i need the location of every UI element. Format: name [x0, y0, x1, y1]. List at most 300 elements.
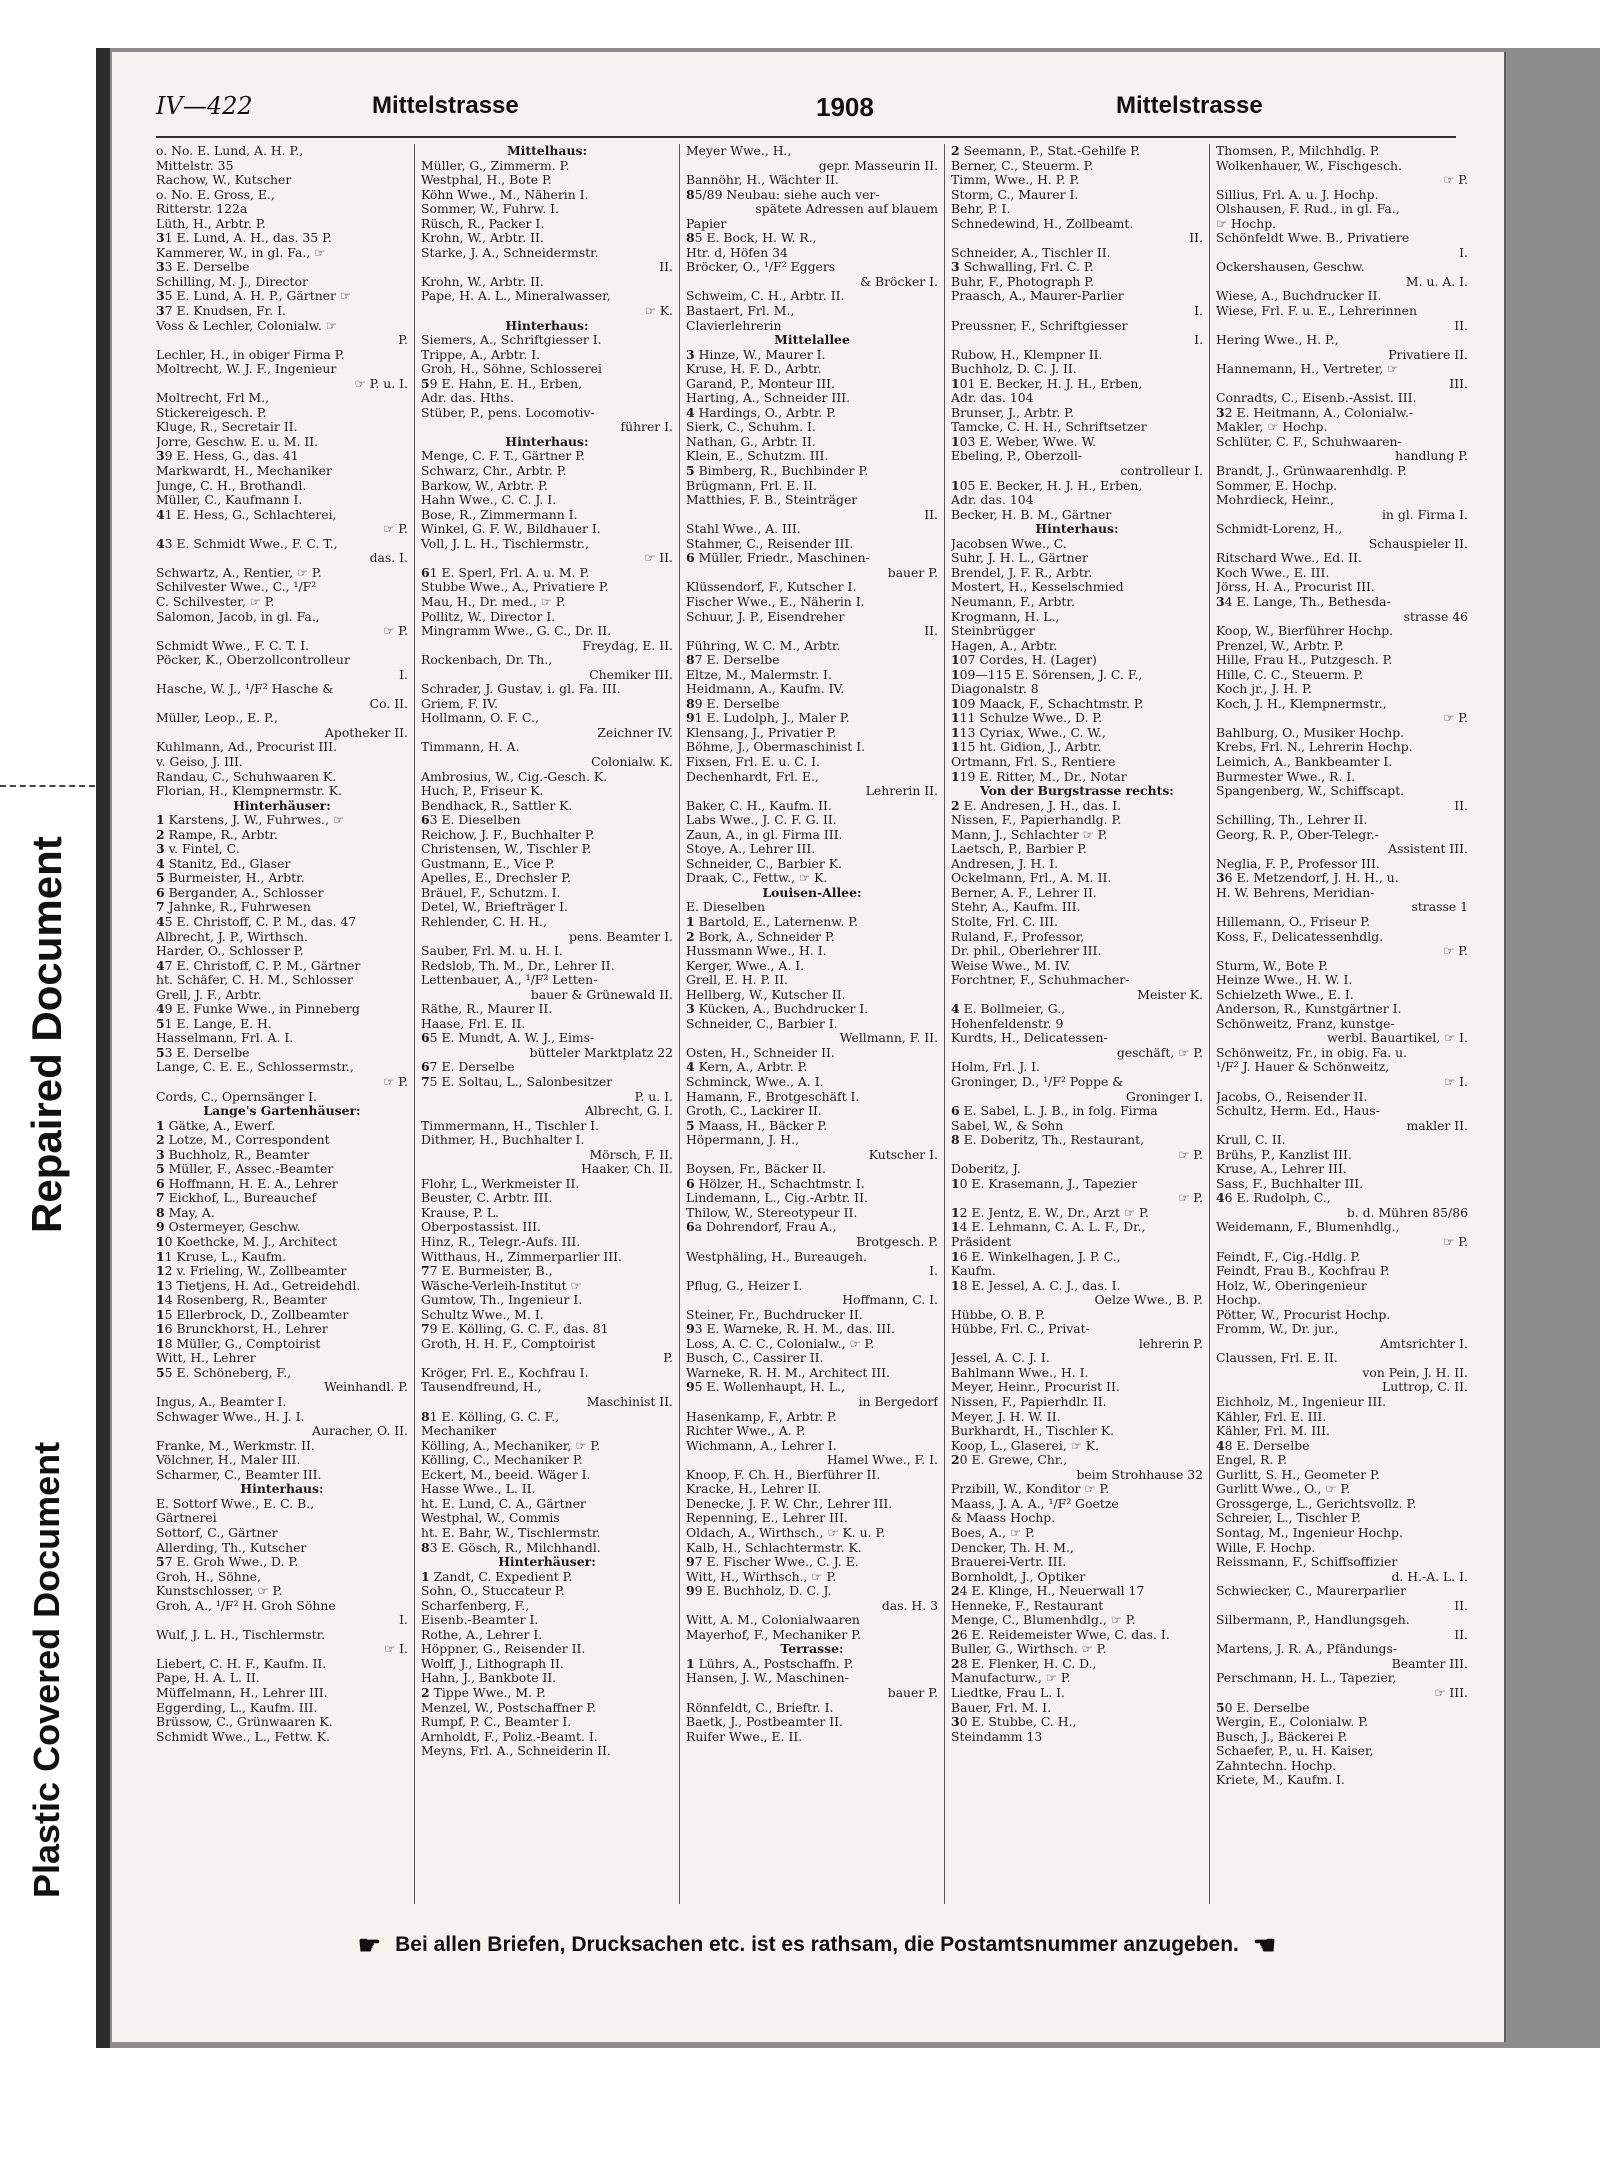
- directory-entry: Schmidt-Lorenz, H.,: [1216, 522, 1343, 537]
- directory-entry: 3 Hinze, W., Maurer I.: [686, 347, 826, 362]
- directory-entry: Ockershausen, Geschw.: [1216, 260, 1365, 275]
- directory-entry: Praasch, A., Maurer-Parlier: [951, 289, 1124, 304]
- directory-entry: Holm, Frl. J. I.: [951, 1060, 1040, 1075]
- directory-entry: Stolte, Frl. C. III.: [951, 914, 1058, 929]
- directory-entry: Hoffmann, C. I.: [842, 1293, 938, 1308]
- directory-entry: Fromm, W., Dr. jur.,: [1216, 1322, 1339, 1337]
- directory-entry: Krogmann, H. L.,: [951, 609, 1060, 624]
- directory-entry: bauer P.: [887, 1685, 938, 1700]
- directory-entry: Htr. d, Höfen 34: [686, 245, 788, 260]
- directory-entry: I.: [1194, 304, 1203, 319]
- directory-entry: 4 Stanitz, Ed., Glaser: [156, 856, 291, 871]
- directory-entry: Hübbe, O. B. P.: [951, 1307, 1045, 1322]
- directory-entry: Hasche, W. J., ¹/F² Hasche &: [156, 682, 334, 697]
- directory-entry: Voll, J. L. H., Tischlermstr.,: [421, 536, 589, 551]
- directory-entry: Randau, C., Schuhwaaren K.: [156, 769, 337, 784]
- directory-entry: II.: [1454, 798, 1468, 813]
- directory-entry: 3 v. Fintel, C.: [156, 842, 240, 857]
- directory-entry: Müller, G., Zimmerm. P.: [421, 158, 570, 173]
- directory-entry: Schlüter, C. F., Schuhwaaren-: [1216, 434, 1402, 449]
- directory-entry: Heidmann, A., Kaufm. IV.: [686, 682, 845, 697]
- directory-entry: 46 E. Rudolph, C.,: [1216, 1191, 1331, 1206]
- directory-entry: Berner, A. F., Lehrer II.: [951, 885, 1097, 900]
- directory-entry: Bahlmann Wwe., H. I.: [951, 1365, 1089, 1380]
- directory-entry: Kruse, A., Lehrer III.: [1216, 1162, 1347, 1177]
- directory-entry: Wiese, A., Buchdrucker II.: [1216, 289, 1382, 304]
- directory-entry: ☞ P.: [1178, 1191, 1203, 1206]
- directory-entry: Mörsch, F. II.: [589, 1147, 673, 1162]
- directory-entry: 107 Cordes, H. (Lager): [951, 653, 1097, 668]
- plastic-covered-document-label: Plastic Covered Document: [26, 1441, 67, 1899]
- directory-entry: Silbermann, P., Handlungsgeh.: [1216, 1613, 1410, 1628]
- directory-entry: Kutscher I.: [868, 1147, 938, 1162]
- directory-entry: 5 Maass, H., Bäcker P.: [686, 1118, 828, 1133]
- directory-entry: Schmidt Wwe., F. C. T. I.: [156, 638, 310, 653]
- directory-entry: Fixsen, Frl. E. u. C. I.: [686, 754, 820, 769]
- directory-entry: Garand, P., Monteur III.: [686, 376, 835, 391]
- directory-entry: ☞ P. u. I.: [354, 376, 408, 391]
- directory-entry: Jorre, Geschw. E. u. M. II.: [156, 434, 319, 449]
- directory-entry: Eichholz, M., Ingenieur III.: [1216, 1395, 1387, 1410]
- directory-entry: von Pein, J. H. II.: [1362, 1365, 1468, 1380]
- directory-entry: Groh, H., Söhne, Schlosserei: [421, 362, 602, 377]
- directory-entry: Apotheker II.: [324, 725, 408, 740]
- directory-entry: Preussner, F., Schriftgiesser: [951, 318, 1128, 333]
- section-header: Lange's Gartenhäuser:: [203, 1104, 361, 1119]
- directory-entry: Hollmann, O. F. C.,: [421, 711, 539, 726]
- directory-entry: Hinz, R., Telegr.-Aufs. III.: [421, 1235, 581, 1250]
- directory-entry: Brauerei-Vertr. III.: [951, 1555, 1067, 1570]
- directory-entry: geschäft, ☞ P.: [1116, 1045, 1203, 1060]
- directory-entry: 101 E. Becker, H. J. H., Erben,: [951, 376, 1143, 391]
- directory-entry: Sontag, M., Ingenieur Hochp.: [1216, 1525, 1403, 1540]
- directory-entry: 37 E. Knudsen, Fr. I.: [156, 304, 286, 319]
- section-header: Mittelallee: [774, 333, 850, 348]
- directory-entry: Lüth, H., Arbtr. P.: [156, 216, 266, 231]
- directory-entry: Barkow, W., Arbtr. P.: [421, 478, 548, 493]
- directory-entry: Ritschard Wwe., Ed. II.: [1216, 551, 1362, 566]
- directory-entry: Witthaus, H., Zimmerparlier III.: [421, 1249, 622, 1264]
- directory-entry: Junge, C. H., Brothandl.: [156, 478, 307, 493]
- directory-entry: Kölling, C., Mechaniker P.: [421, 1453, 583, 1468]
- directory-entry: 2 Lotze, M., Correspondent: [156, 1133, 330, 1148]
- directory-entry: Brunser, J., Arbtr. P.: [951, 405, 1074, 420]
- directory-entry: 99 E. Buchholz, D. C. J.: [686, 1584, 832, 1599]
- directory-entry: Papier: [686, 216, 727, 231]
- directory-entry: Schönfeldt Wwe. B., Privatiere: [1216, 231, 1410, 246]
- running-head-left: Mittelstrasse: [372, 92, 519, 119]
- directory-entry: 35 E. Lund, A. H. P., Gärtner ☞: [156, 289, 351, 304]
- directory-entry: 6 Müller, Friedr., Maschinen-: [686, 551, 870, 566]
- directory-entry: Baker, C. H., Kaufm. II.: [686, 798, 832, 813]
- directory-entry: 119 E. Ritter, M., Dr., Notar: [951, 769, 1127, 784]
- directory-entry: in gl. Firma I.: [1381, 507, 1468, 522]
- directory-entry: Menge, C. F. T., Gärtner P.: [421, 449, 585, 464]
- directory-entry: Hansen, J. W., Maschinen-: [686, 1671, 849, 1686]
- directory-entry: Krohn, W., Arbtr. II.: [421, 274, 544, 289]
- directory-entry: Clavierlehrerin: [686, 318, 782, 333]
- directory-entry: Hering Wwe., H. P.,: [1216, 333, 1339, 348]
- directory-entry: Groth, C., Lackirer II.: [686, 1104, 822, 1119]
- directory-entry: 55 E. Schöneberg, F.,: [156, 1365, 292, 1380]
- directory-entry: Steiner, Fr., Buchdrucker II.: [686, 1307, 863, 1322]
- directory-entry: Westphal, W., Commis: [421, 1511, 560, 1526]
- directory-entry: 18 E. Jessel, A. C. J., das. I.: [951, 1278, 1121, 1293]
- directory-entry: Mechaniker: [421, 1424, 497, 1439]
- directory-entry: Albrecht, G. I.: [584, 1104, 673, 1119]
- directory-entry: Klensang, J., Privatier P.: [686, 725, 837, 740]
- directory-entry: Stickereigesch. P.: [156, 405, 267, 420]
- directory-entry: Kröger, Frl. E., Kochfrau I.: [421, 1365, 589, 1380]
- directory-entry: 2 Seemann, P., Stat.-Gehilfe P.: [951, 144, 1141, 158]
- directory-entry: Beuster, C. Arbtr. III.: [421, 1191, 553, 1206]
- directory-entry: Hellberg, W., Kutscher II.: [686, 987, 846, 1002]
- directory-entry: 12 E. Jentz, E. W., Dr., Arzt ☞ P.: [951, 1205, 1149, 1220]
- directory-entry: Ruland, F., Professor,: [951, 929, 1085, 944]
- directory-entry: Schwartz, A., Rentier, ☞ P.: [156, 565, 322, 580]
- column-divider: [944, 144, 945, 1904]
- directory-entry: handlung P.: [1395, 449, 1468, 464]
- directory-entry: Nissen, F., Papierhandlg. P.: [951, 813, 1122, 828]
- directory-entry: 34 E. Lange, Th., Bethesda-: [1216, 594, 1391, 609]
- directory-entry: Eggerding, L., Kaufm. III.: [156, 1700, 318, 1715]
- directory-entry: Stubbe Wwe., A., Privatiere P.: [421, 580, 609, 595]
- pointing-hand-left-icon: ☚: [1252, 1929, 1277, 1960]
- directory-entry: Holz, W., Oberingenieur: [1216, 1278, 1367, 1293]
- directory-entry: Hübbe, Frl. C., Privat-: [951, 1322, 1090, 1337]
- directory-entry: Schneider, C., Barbier K.: [686, 856, 842, 871]
- directory-entry: o. No. E. Gross, E.,: [156, 187, 275, 202]
- directory-entry: Brüssow, C., Grünwaaren K.: [156, 1715, 333, 1730]
- directory-entry: Stahmer, C., Reisender III.: [686, 536, 854, 551]
- directory-entry: Oberpostassist. III.: [421, 1220, 541, 1235]
- directory-entry: Starke, J. A., Schneidermstr.: [421, 245, 599, 260]
- repaired-document-label: Repaired Document: [23, 836, 70, 1234]
- directory-entry: Claussen, Frl. E. II.: [1216, 1351, 1338, 1366]
- directory-entry: Stehr, A., Kaufm. III.: [951, 900, 1081, 915]
- directory-entry: Lange, C. E. E., Schlossermstr.,: [156, 1060, 354, 1075]
- directory-entry: Witt, A. M., Colonialwaaren: [686, 1613, 860, 1628]
- directory-entry: 2 Tippe Wwe., M. P.: [421, 1685, 546, 1700]
- directory-entry: Olshausen, F. Rud., in gl. Fa.,: [1216, 202, 1400, 217]
- directory-entry: Anderson, R., Kunstgärtner I.: [1216, 1002, 1402, 1017]
- directory-entry: Feindt, F., Cig.-Hdlg. P.: [1216, 1249, 1361, 1264]
- directory-entry: Wellmann, F. II.: [839, 1031, 938, 1046]
- page-footer-notice: [172, 1928, 1462, 1962]
- directory-entry: II.: [1454, 318, 1468, 333]
- directory-entry: Przibill, W., Konditor ☞ P.: [951, 1482, 1110, 1497]
- directory-entry: 26 E. Reidemeister Wwe, C. das. I.: [951, 1627, 1170, 1642]
- directory-column-2: [421, 144, 673, 1904]
- directory-entry: Albrecht, J. P., Wirthsch.: [156, 929, 308, 944]
- directory-entry: Detel, W., Briefträger I.: [421, 900, 568, 915]
- section-header: Terrasse:: [780, 1642, 844, 1657]
- directory-entry: Gurlitt Wwe., O., ☞ P.: [1216, 1482, 1351, 1497]
- directory-entry: Steinbrügger: [951, 624, 1035, 639]
- directory-entry: ht. Schäfer, C. H. M., Schlosser: [156, 973, 353, 988]
- directory-entry: Loss, A. C. C., Colonialw., ☞ P.: [686, 1336, 875, 1351]
- directory-entry: 20 E. Grewe, Chr.,: [951, 1453, 1068, 1468]
- directory-entry: Reissmann, F., Schiffsoffizier: [1216, 1555, 1398, 1570]
- directory-entry: Oelze Wwe., B. P.: [1094, 1293, 1203, 1308]
- directory-entry: Auracher, O. II.: [312, 1424, 408, 1439]
- directory-entry: 113 Cyriax, Wwe., C. W.,: [951, 725, 1106, 740]
- directory-entry: v. Geiso, J. III.: [156, 754, 243, 769]
- page-number: IV—422: [156, 92, 253, 120]
- directory-column-5: [1216, 144, 1468, 1904]
- directory-entry: Luttrop, C. II.: [1381, 1380, 1468, 1395]
- directory-entry: das. I.: [369, 551, 408, 566]
- directory-entry: Draak, C., Fettw., ☞ K.: [686, 871, 828, 886]
- directory-entry: 4 Hardings, O., Arbtr. P.: [686, 405, 836, 420]
- directory-entry: Schuur, J. P., Eisendreher: [686, 609, 845, 624]
- directory-entry: 59 E. Hahn, E. H., Erben,: [421, 376, 583, 391]
- directory-entry: 2 E. Andresen, J. H., das. I.: [951, 798, 1122, 813]
- directory-entry: Menge, C., Blumenhdlg., ☞ P.: [951, 1613, 1136, 1628]
- directory-entry: Sierk, C., Schuhm. I.: [686, 420, 816, 435]
- directory-entry: I.: [399, 667, 408, 682]
- directory-entry: Lindemann, L., Cig.-Arbtr. II.: [686, 1191, 868, 1206]
- directory-entry: Sturm, W., Bote P.: [1216, 958, 1328, 973]
- directory-entry: 77 E. Burmeister, B.,: [421, 1264, 553, 1279]
- directory-entry: Manufacturw., ☞ P.: [951, 1671, 1071, 1686]
- directory-entry: I.: [929, 1264, 938, 1279]
- directory-entry: 6a Dohrendorf, Frau A.,: [686, 1220, 837, 1235]
- directory-entry: Hasselmann, Frl. A. I.: [156, 1031, 294, 1046]
- directory-entry: Trippe, A., Arbtr. I.: [421, 347, 541, 362]
- directory-entry: Winkel, G. F. W., Bildhauer I.: [421, 522, 601, 537]
- directory-entry: Knoop, F. Ch. H., Bierführer II.: [686, 1467, 881, 1482]
- directory-entry: ☞ III.: [1434, 1685, 1468, 1700]
- directory-entry: ☞ Hochp.: [1216, 216, 1277, 231]
- directory-entry: Dencker, Th. H. M.,: [951, 1540, 1074, 1555]
- directory-entry: 1 Bartold, E., Laternenw. P.: [686, 914, 858, 929]
- directory-entry: 10 E. Krasemann, J., Tapezier: [951, 1176, 1138, 1191]
- directory-entry: spätete Adressen auf blauem: [755, 202, 938, 217]
- directory-entry: Gärtnerei: [156, 1511, 217, 1526]
- directory-entry: Engel, R. P.: [1216, 1453, 1288, 1468]
- directory-entry: Privatiere II.: [1388, 347, 1468, 362]
- directory-entry: Voss & Lechler, Colonialw. ☞: [156, 318, 337, 333]
- directory-entry: Suhr, J. H. L., Gärtner: [951, 551, 1088, 566]
- directory-entry: Schilling, Th., Lehrer II.: [1216, 813, 1368, 828]
- directory-entry: Koch, J. H., Klempnermstr.,: [1216, 696, 1387, 711]
- directory-entry: 7 Jahnke, R., Fuhrwesen: [156, 900, 311, 915]
- section-header: Hinterhaus:: [1035, 522, 1119, 537]
- directory-entry: 43 E. Schmidt Wwe., F. C. T.,: [156, 536, 338, 551]
- directory-entry: Griem, F. IV.: [421, 696, 498, 711]
- directory-entry: Kölling, A., Mechaniker, ☞ P.: [421, 1438, 601, 1453]
- running-head-right: Mittelstrasse: [1116, 92, 1263, 119]
- directory-entry: 2 Bork, A., Schneider P.: [686, 929, 835, 944]
- directory-entry: Scharmer, C., Beamter III.: [156, 1467, 322, 1482]
- directory-entry: 61 E. Sperl, Frl. A. u. M. P.: [421, 565, 590, 580]
- directory-entry: Andresen, J. H. I.: [951, 856, 1059, 871]
- directory-entry: 5 Burmeister, H., Arbtr.: [156, 871, 305, 886]
- directory-entry: II.: [924, 507, 938, 522]
- directory-entry: ☞ P.: [1178, 1147, 1203, 1162]
- directory-entry: Richter Wwe., A. P.: [686, 1424, 806, 1439]
- directory-entry: Busch, C., Cassirer II.: [686, 1351, 824, 1366]
- directory-entry: Weinhandl. P.: [324, 1380, 408, 1395]
- directory-entry: Labs Wwe., J. C. F. G. II.: [686, 813, 837, 828]
- directory-entry: Mann, J., Schlachter ☞ P.: [951, 827, 1108, 842]
- directory-entry: Buller, G., Wirthsch. ☞ P.: [951, 1642, 1107, 1657]
- directory-entry: Groninger, D., ¹/F² Poppe &: [951, 1075, 1124, 1089]
- directory-entry: Harting, A., Schneider III.: [686, 391, 851, 406]
- directory-entry: III.: [1449, 376, 1468, 391]
- directory-entry: 109—115 E. Sörensen, J. C. F.,: [951, 667, 1143, 682]
- directory-entry: pens. Beamter I.: [568, 929, 673, 944]
- directory-entry: Pötter, W., Procurist Hochp.: [1216, 1307, 1391, 1322]
- directory-entry: bütteler Marktplatz 22: [529, 1045, 673, 1060]
- directory-entry: Bornholdt, J., Optiker: [951, 1569, 1086, 1584]
- directory-entry: Kaufm.: [951, 1264, 996, 1279]
- directory-entry: Zeichner IV.: [597, 725, 673, 740]
- directory-entry: Koop, L., Glaserei, ☞ K.: [951, 1438, 1099, 1453]
- directory-entry: Müller, Leop., E. P.,: [156, 711, 278, 726]
- directory-entry: Ingus, A., Beamter I.: [156, 1395, 287, 1410]
- directory-entry: Schneider, C., Barbier I.: [686, 1016, 838, 1031]
- directory-entry: P. u. I.: [634, 1089, 673, 1104]
- directory-entry: Schnedewind, H., Zollbeamt.: [951, 216, 1134, 231]
- directory-entry: Groh, A., ¹/F² H. Groh Söhne: [156, 1598, 336, 1613]
- directory-entry: Hasenkamp, F., Arbtr. P.: [686, 1409, 837, 1424]
- directory-entry: Müffelmann, H., Lehrer III.: [156, 1685, 328, 1700]
- directory-entry: 45 E. Christoff, C. P. M., das. 47: [156, 914, 357, 929]
- directory-entry: bauer & Grünewald II.: [530, 987, 673, 1002]
- directory-entry: Kähler, Frl. E. III.: [1216, 1409, 1327, 1424]
- directory-entry: Dechenhardt, Frl. E.,: [686, 769, 819, 784]
- footer-notice-text: Bei allen Briefen, Drucksachen etc. ist es rathsam, die Postamtsnummer anzugeben.: [395, 1933, 1239, 1956]
- directory-entry: Meyer, J. H. W. II.: [951, 1409, 1061, 1424]
- directory-entry: Ockelmann, Frl., A. M. II.: [951, 871, 1112, 886]
- directory-entry: Pollitz, W., Director I.: [421, 609, 556, 624]
- directory-entry: 6 Hölzer, H., Schachtmstr. I.: [686, 1176, 865, 1191]
- directory-entry: Rumpf, P. C., Beamter I.: [421, 1715, 572, 1730]
- directory-entry: Thomsen, P., Milchhdlg. P.: [1216, 144, 1380, 158]
- directory-entry: Becker, H. B. M., Gärtner: [951, 507, 1112, 522]
- directory-entry: Henneke, F., Restaurant: [951, 1598, 1104, 1613]
- directory-entry: Siemers, A., Schriftgiesser I.: [421, 333, 602, 348]
- directory-entry: Burkhardt, H., Tischler K.: [951, 1424, 1115, 1439]
- directory-entry: Fischer Wwe., E., Näherin I.: [686, 594, 865, 609]
- directory-entry: Ritterstr. 122a: [156, 202, 248, 217]
- directory-entry: Jacobsen Wwe., C.: [951, 536, 1067, 551]
- directory-entry: 105 E. Becker, H. J. H., Erben,: [951, 478, 1143, 493]
- directory-entry: Timmermann, H., Tischler I.: [421, 1118, 600, 1133]
- directory-entry: Forchtner, F., Schuhmacher-: [951, 973, 1130, 988]
- directory-entry: Cords, C., Opernsänger I.: [156, 1089, 317, 1104]
- directory-entry: Mingramm Wwe., G. C., Dr. II.: [421, 624, 612, 639]
- directory-entry: Hamann, F., Brotgeschäft I.: [686, 1089, 860, 1104]
- directory-entry: 16 E. Winkelhagen, J. P. C.,: [951, 1249, 1121, 1264]
- directory-column-3: [686, 144, 938, 1904]
- directory-entry: 50 E. Derselbe: [1216, 1700, 1310, 1715]
- directory-entry: Boes, A., ☞ P.: [951, 1525, 1035, 1540]
- directory-entry: Tausendfreund, H.,: [421, 1380, 542, 1395]
- directory-entry: Chemiker III.: [589, 667, 673, 682]
- directory-entry: 33 E. Derselbe: [156, 260, 250, 275]
- directory-entry: makler II.: [1406, 1118, 1468, 1133]
- directory-entry: 53 E. Derselbe: [156, 1045, 250, 1060]
- directory-entry: Mostert, H., Kesselschmied: [951, 580, 1124, 595]
- directory-entry: 93 E. Warneke, R. H. M., das. III.: [686, 1322, 895, 1337]
- directory-entry: Huch, P., Friseur K.: [421, 784, 544, 799]
- directory-entry: Markwardt, H., Mechaniker: [156, 464, 332, 479]
- directory-entry: Gumtow, Th., Ingenieur I.: [421, 1293, 583, 1308]
- directory-entry: Schminck, Wwe., A. I.: [686, 1075, 824, 1089]
- directory-entry: Buchholz, D. C. J. II.: [951, 362, 1077, 377]
- directory-entry: Wille, F. Hochp.: [1216, 1540, 1316, 1555]
- directory-entry: Hannemann, H., Vertreter, ☞: [1216, 362, 1399, 377]
- column-divider: [414, 144, 415, 1904]
- directory-entry: Koop, W., Bierführer Hochp.: [1216, 624, 1394, 639]
- directory-entry: 1 Karstens, J. W., Fuhrwes., ☞: [156, 813, 344, 828]
- directory-entry: Dr. phil., Oberlehrer III.: [951, 944, 1102, 959]
- directory-entry: Sass, F., Buchhalter III.: [1216, 1176, 1364, 1191]
- directory-entry: I.: [399, 1613, 408, 1628]
- directory-entry: d. H.-A. L. I.: [1391, 1569, 1468, 1584]
- directory-entry: 4 E. Bollmeier, G.,: [951, 1002, 1066, 1017]
- directory-entry: Wichmann, A., Lehrer I.: [686, 1438, 837, 1453]
- directory-entry: 4 Kern, A., Arbtr. P.: [686, 1060, 808, 1075]
- directory-entry: 8 E. Doberitz, Th., Restaurant,: [951, 1133, 1145, 1148]
- directory-entry: Stoye, A., Lehrer III.: [686, 842, 816, 857]
- archive-label-strip: [0, 0, 95, 2060]
- directory-entry: Mohrdieck, Heinr.,: [1216, 493, 1335, 508]
- section-header: Hinterhäuser:: [498, 1555, 596, 1570]
- directory-entry: Schaefer, P., u. H. Kaiser,: [1216, 1744, 1374, 1759]
- directory-entry: Denecke, J. F. W. Chr., Lehrer III.: [686, 1496, 893, 1511]
- directory-entry: Wulf, J. L. H., Tischlermstr.: [156, 1627, 326, 1642]
- section-header: Mittelhaus:: [506, 144, 588, 158]
- directory-entry: Pape, H. A. L., Mineralwasser,: [421, 289, 611, 304]
- directory-entry: Brotgesch. P.: [856, 1235, 938, 1250]
- directory-entry: Krause, P. L.: [421, 1205, 499, 1220]
- directory-entry: strasse 1: [1411, 900, 1468, 915]
- directory-entry: ht. E. Lund, C. A., Gärtner: [421, 1496, 586, 1511]
- directory-entry: Sauber, Frl. M. u. H. I.: [421, 944, 563, 959]
- directory-entry: Moltrecht, W. J. F., Ingenieur: [156, 362, 337, 377]
- section-header: Von der Burgstrasse rechts:: [980, 784, 1174, 799]
- directory-entry: Leimich, A., Bankbeamter I.: [1216, 754, 1393, 769]
- directory-entry: 1 Gätke, A., Ewerf.: [156, 1118, 276, 1133]
- directory-entry: & Maass Hochp.: [951, 1511, 1056, 1526]
- directory-entry: Moltrecht, Frl M.,: [156, 391, 270, 406]
- directory-entry: Schielzeth Wwe., E. I.: [1216, 987, 1354, 1002]
- directory-entry: Ebeling, P., Oberzoll-: [951, 449, 1083, 464]
- directory-entry: Hohenfeldenstr. 9: [951, 1016, 1064, 1031]
- directory-entry: Allerding, Th., Kutscher: [156, 1540, 307, 1555]
- directory-entry: Westphäling, H., Bureaugeh.: [686, 1249, 867, 1264]
- directory-entry: Adr. das. Hths.: [421, 391, 514, 406]
- directory-entry: Bräuel, F., Schutzm. I.: [421, 885, 561, 900]
- directory-entry: 51 E. Lange, E. H.: [156, 1016, 272, 1031]
- directory-entry: Haaker, Ch. II.: [581, 1162, 673, 1177]
- directory-entry: Groninger I.: [1125, 1089, 1203, 1104]
- directory-entry: Krohn, W., Arbtr. II.: [421, 231, 544, 246]
- directory-year: 1908: [816, 92, 874, 122]
- directory-entry: 83 E. Gösch, R., Milchhandl.: [421, 1540, 601, 1555]
- directory-entry: Eltze, M., Malermstr. I.: [686, 667, 832, 682]
- directory-entry: 15 Ellerbrock, D., Zollbeamter: [156, 1307, 349, 1322]
- directory-entry: Böhme, J., Obermaschinist I.: [686, 740, 866, 755]
- directory-entry: Jörss, H. A., Procurist III.: [1216, 580, 1375, 595]
- directory-entry: Bendhack, R., Sattler K.: [421, 798, 573, 813]
- directory-entry: Schilling, M. J., Director: [156, 274, 308, 289]
- directory-entry: Heinze Wwe., H. W. I.: [1216, 973, 1353, 988]
